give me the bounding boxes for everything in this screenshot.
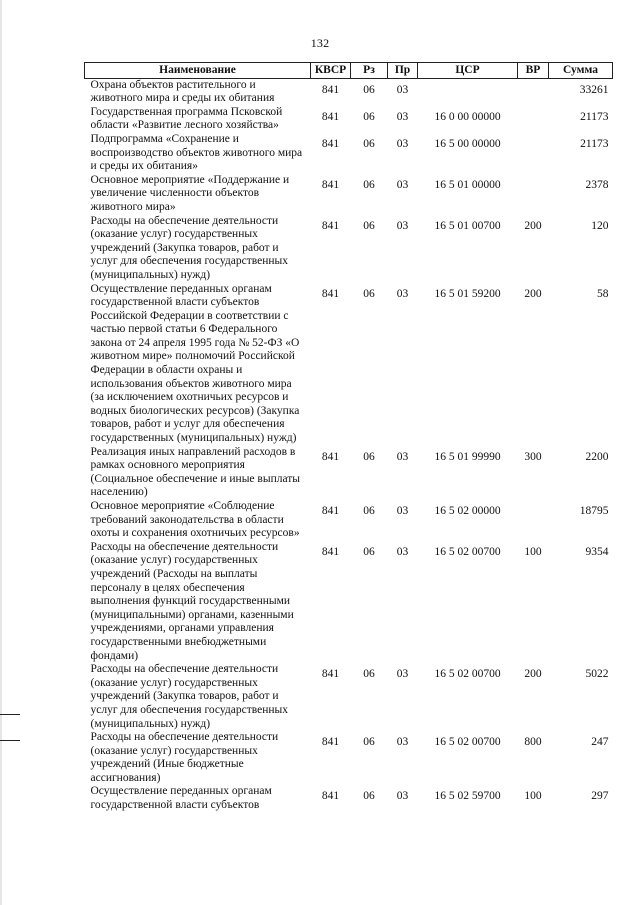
cell-rz: 06 xyxy=(363,545,375,558)
cell-kvsr: 841 xyxy=(321,83,340,96)
cell-pr: 03 xyxy=(396,545,409,558)
cell-pr: 03 xyxy=(396,110,409,123)
cell-pr: 03 xyxy=(396,287,409,300)
cell-vr: 100 xyxy=(524,790,542,803)
cell-pr: 03 xyxy=(396,83,409,96)
cell-rz: 06 xyxy=(363,178,375,191)
table-row xyxy=(85,106,613,133)
cell-vr: 100 xyxy=(524,545,542,558)
cell-name: Подпрограмма «Сохранение и воспроизводство объектов животного мира и среды их обитания» xyxy=(90,132,303,173)
table-row xyxy=(85,731,613,785)
table-row xyxy=(85,541,613,663)
cell-rz: 06 xyxy=(363,219,375,232)
scan-left-edge xyxy=(0,0,2,905)
cell-sum: 58 xyxy=(597,287,609,300)
cell-name: Осуществление переданных органам государственной власти субъектов Российской Федерации в соответствии с частью первой статьи 6 Федерального закона от 24 апреля 1995 года № 52-ФЗ «О животном мире» полномочий Российской Федерации в области охраны и использования объектов животного мира (за исключением охотничьих ресурсов и водных биологических ресурсов) (Закупка товаров, работ и услуг для обеспечения государственных (муниципальных) нужд) xyxy=(90,282,300,445)
table-row xyxy=(85,785,613,812)
scan-mark xyxy=(0,740,20,741)
cell-vr: 200 xyxy=(524,219,542,232)
cell-name: Расходы на обеспечение деятельности (оказание услуг) государственных учреждений (Закупка товаров, работ и услуг для обеспечения государственных (муниципальных) нужд) xyxy=(90,663,288,730)
cell-csr: 16 5 02 00700 xyxy=(434,545,501,558)
table-row xyxy=(85,446,613,500)
cell-sum: 297 xyxy=(591,790,609,803)
cell-sum: 21173 xyxy=(580,137,609,150)
cell-kvsr: 841 xyxy=(321,505,340,517)
cell-rz: 06 xyxy=(363,287,375,300)
cell-sum: 247 xyxy=(591,736,609,749)
cell-sum: 33261 xyxy=(579,83,609,96)
cell-kvsr: 841 xyxy=(321,790,340,803)
cell-kvsr: 841 xyxy=(321,137,340,150)
cell-kvsr: 841 xyxy=(321,736,340,749)
header-pr: Пр xyxy=(388,63,418,79)
cell-csr: 16 5 02 00700 xyxy=(434,736,501,749)
cell-csr: 16 5 02 00000 xyxy=(434,505,501,517)
cell-sum: 120 xyxy=(591,219,609,232)
table-header-row xyxy=(85,63,613,79)
cell-csr: 16 5 02 59700 xyxy=(434,790,501,803)
page-number: 132 xyxy=(310,36,330,50)
cell-pr: 03 xyxy=(396,137,409,150)
table-row xyxy=(85,663,613,731)
table-row xyxy=(85,78,613,106)
cell-kvsr: 841 xyxy=(321,287,340,300)
cell-sum: 21173 xyxy=(580,110,609,123)
cell-sum: 18795 xyxy=(579,505,609,517)
cell-vr xyxy=(518,78,549,106)
budget-table xyxy=(84,62,613,813)
cell-kvsr: 841 xyxy=(321,178,340,191)
cell-csr xyxy=(418,78,518,106)
cell-csr: 16 5 01 00700 xyxy=(434,219,501,232)
cell-name: Расходы на обеспечение деятельности (оказание услуг) государственных учреждений (Закупка товаров, работ и услуг для обеспечения государственных (муниципальных) нужд) xyxy=(90,214,288,281)
cell-rz: 06 xyxy=(363,450,375,463)
cell-pr: 03 xyxy=(396,178,409,191)
cell-vr xyxy=(518,106,549,133)
cell-kvsr: 841 xyxy=(321,219,340,232)
cell-name: Основное мероприятие «Поддержание и увеличение численности объектов животного мира» xyxy=(90,173,290,213)
cell-vr xyxy=(518,174,549,215)
cell-name: Основное мероприятие «Соблюдение требований законодательства в области охоты и сохранения охотничьих ресурсов» xyxy=(90,500,300,540)
cell-csr: 16 5 01 59200 xyxy=(434,287,501,300)
cell-sum: 2378 xyxy=(585,178,609,191)
cell-name: Государственная программа Псковской области «Развитие лесного хозяйства» xyxy=(90,105,283,132)
cell-pr: 03 xyxy=(396,505,409,517)
cell-vr: 300 xyxy=(524,450,542,463)
header-kvsr: КВСР xyxy=(311,63,351,79)
cell-csr: 16 5 01 99990 xyxy=(434,450,501,463)
cell-kvsr: 841 xyxy=(321,668,340,681)
cell-rz: 06 xyxy=(363,736,375,749)
cell-kvsr: 841 xyxy=(321,450,340,463)
cell-vr xyxy=(518,133,549,174)
cell-pr: 03 xyxy=(396,219,409,232)
cell-pr: 03 xyxy=(396,668,409,681)
cell-rz: 06 xyxy=(363,137,375,150)
cell-rz: 06 xyxy=(363,790,375,803)
cell-csr: 16 5 02 00700 xyxy=(434,668,501,681)
cell-rz: 06 xyxy=(363,110,375,123)
cell-pr: 03 xyxy=(396,736,409,749)
cell-sum: 2200 xyxy=(585,450,609,463)
cell-pr: 03 xyxy=(396,450,409,463)
cell-sum: 5022 xyxy=(585,668,609,681)
table-row xyxy=(85,174,613,215)
cell-name: Реализация иных направлений расходов в рамках основного мероприятия (Социальное обеспечение и иные выплаты населению) xyxy=(90,445,301,499)
cell-rz: 06 xyxy=(363,505,375,517)
cell-vr xyxy=(518,500,549,541)
cell-vr: 800 xyxy=(524,736,542,749)
scan-mark xyxy=(0,714,20,715)
cell-sum: 9354 xyxy=(585,545,609,558)
header-name: Наименование xyxy=(85,63,311,79)
cell-name: Охрана объектов растительного и животного мира и среды их обитания xyxy=(90,78,275,105)
cell-kvsr: 841 xyxy=(321,110,340,123)
table-row xyxy=(85,133,613,174)
table-row xyxy=(85,215,613,283)
cell-vr: 200 xyxy=(524,287,542,300)
header-sum: Сумма xyxy=(549,63,613,79)
cell-csr: 16 0 00 00000 xyxy=(434,110,501,123)
header-rz: Рз xyxy=(351,63,388,79)
cell-name: Расходы на обеспечение деятельности (оказание услуг) государственных учреждений (Расходы на выплаты персоналу в целях обеспечения выполнения функций государственными (муниципальными) органами, казенными учреждениями, органами управления государственными внебюджетными фондами) xyxy=(90,540,294,662)
cell-rz: 06 xyxy=(363,668,375,681)
header-vr: ВР xyxy=(518,63,549,79)
header-csr: ЦСР xyxy=(418,63,518,79)
cell-name: Расходы на обеспечение деятельности (оказание услуг) государственных учреждений (Иные бюджетные ассигнования) xyxy=(90,731,279,784)
cell-vr: 200 xyxy=(524,668,542,681)
table-row xyxy=(85,283,613,446)
table-body xyxy=(85,78,613,813)
cell-pr: 03 xyxy=(396,790,409,803)
cell-kvsr: 841 xyxy=(321,545,340,558)
table-row xyxy=(85,500,613,541)
cell-csr: 16 5 00 00000 xyxy=(434,137,501,150)
cell-name: Осуществление переданных органам государственной власти субъектов xyxy=(90,785,272,812)
cell-rz: 06 xyxy=(363,83,375,96)
cell-csr: 16 5 01 00000 xyxy=(434,178,501,191)
